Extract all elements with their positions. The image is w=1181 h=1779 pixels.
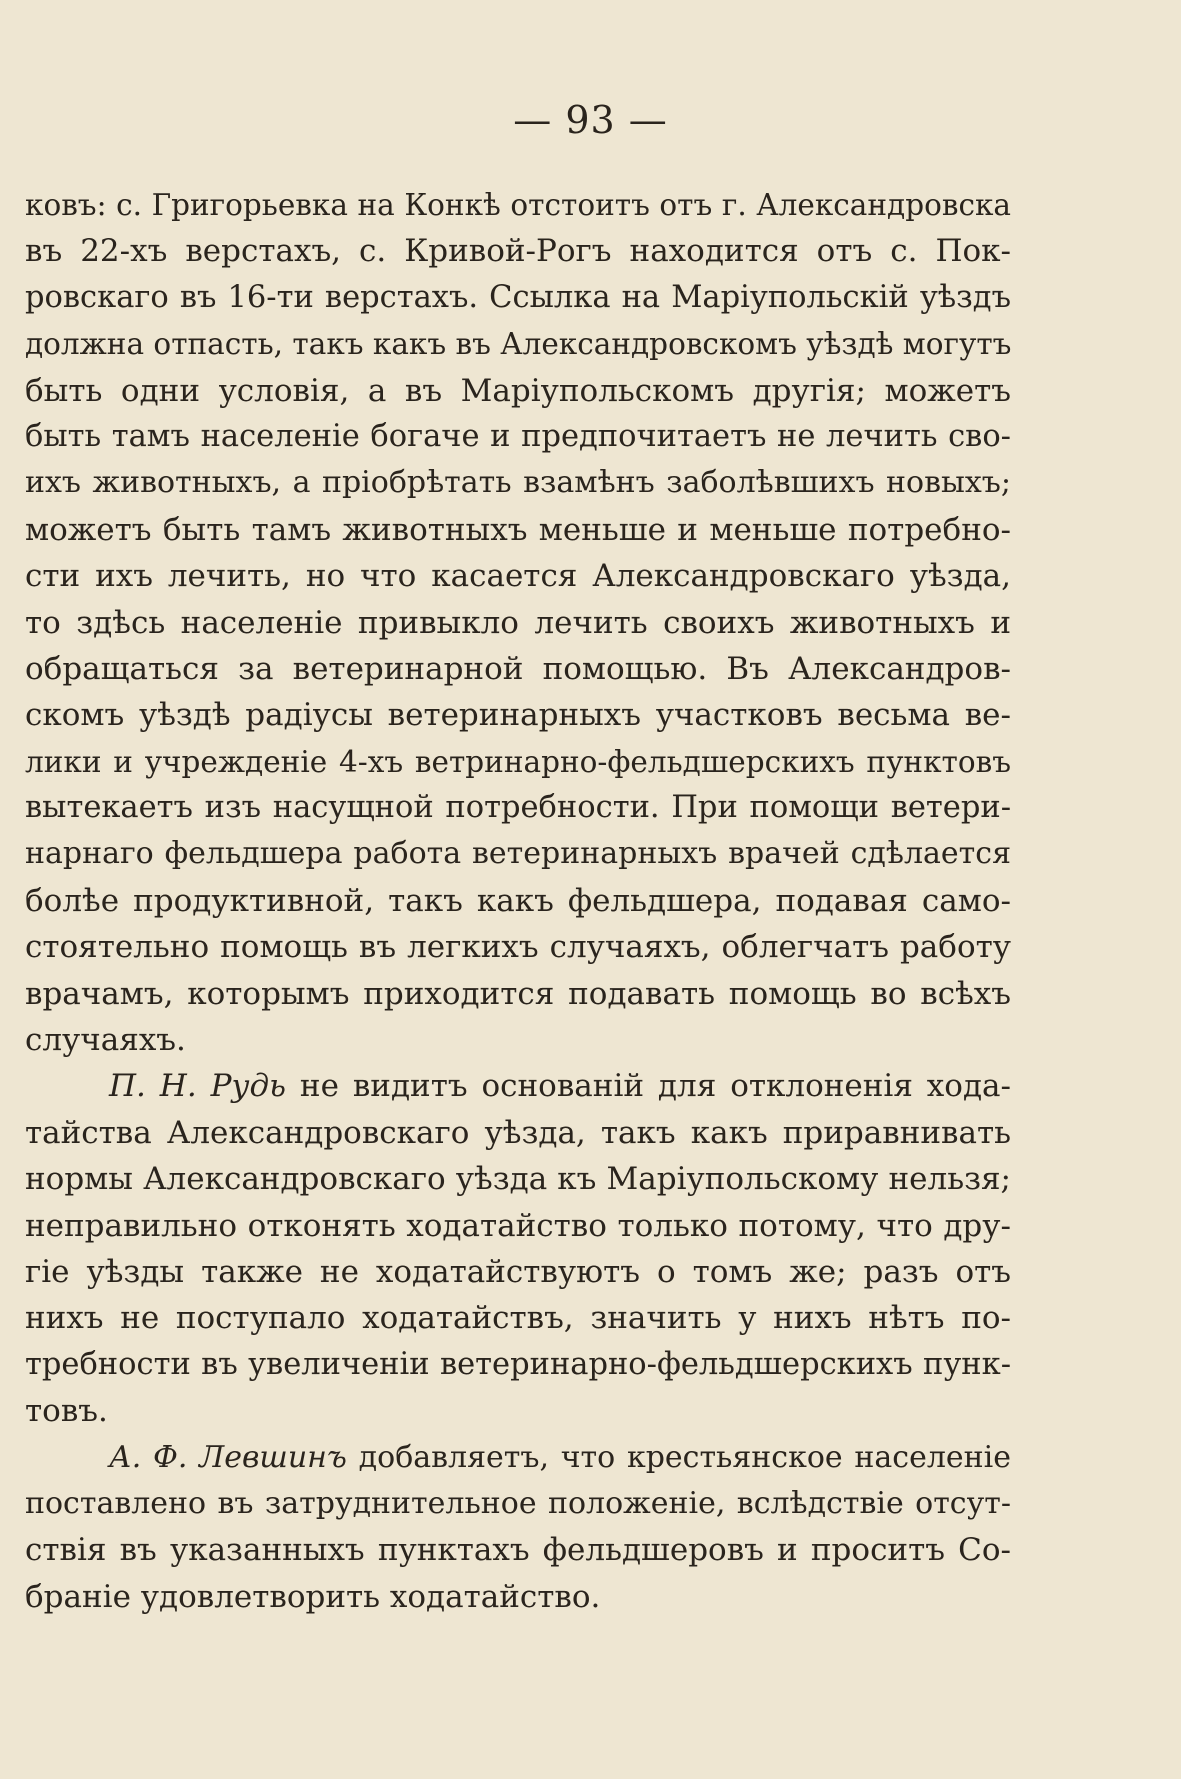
text-line: ихъ животныхъ, а пріобрѣтать взамѣнъ заболѣвшихъ новыхъ;	[25, 465, 1011, 501]
speaker-name: П. Н. Рудь	[109, 1068, 286, 1105]
text-line: стоятельно помощь въ легкихъ случаяхъ, облегчатъ работу	[25, 929, 1011, 966]
paragraph-first-line	[25, 1435, 1011, 1481]
text-line: можетъ быть тамъ животныхъ меньше и меньше потребно-	[25, 511, 1011, 548]
text-line: ровскаго въ 16-ти верстахъ. Ссылка на Маріупольскій уѣздъ	[25, 279, 1011, 315]
text-line: должна отпасть, такъ какъ въ Александровскомъ уѣздѣ могутъ	[25, 327, 1011, 362]
text-line: тайства Александровскаго уѣзда, такъ какъ приравнивать	[25, 1114, 1011, 1151]
text-line: ствія въ указанныхъ пунктахъ фельдшеровъ и проситъ Со-	[25, 1532, 1011, 1569]
text-line: то здѣсь населеніе привыкло лечить своихъ животныхъ и	[25, 604, 1011, 641]
text-line: быть одни условія, а въ Маріупольскомъ другія; можетъ	[25, 372, 1011, 409]
text-line: врачамъ, которымъ приходится подавать помощь во всѣхъ	[25, 975, 1011, 1012]
text-fragment: не видитъ основаній для отклоненія хода-	[299, 1068, 1011, 1105]
body-text	[25, 182, 1011, 1620]
text-line: товъ.	[25, 1393, 108, 1430]
text-line: неправильно отконять ходатайство только потому, что дру-	[25, 1207, 1011, 1244]
text-line: браніе удовлетворить ходатайство.	[25, 1578, 601, 1615]
text-fragment: добавляетъ, что крестьянское населеніе	[358, 1439, 1011, 1475]
speaker-name: А. Ф. Левшинъ	[109, 1439, 347, 1475]
text-line: нормы Александровскаго уѣзда къ Маріупольскому нельзя;	[25, 1161, 1011, 1198]
paragraph-first-line	[25, 1063, 1011, 1109]
text-line: требности въ увеличеніи ветеринарно-фельдшерскихъ пунк-	[25, 1346, 1011, 1382]
text-line: нихъ не поступало ходатайствъ, значить у нихъ нѣтъ по-	[25, 1300, 1011, 1337]
text-line: сти ихъ лечить, но что касается Александровскаго уѣзда,	[25, 558, 1011, 595]
text-line: въ 22-хъ верстахъ, с. Кривой-Рогъ находится отъ с. Пок-	[25, 233, 1011, 270]
text-line: лики и учрежденіе 4-хъ ветринарно-фельдшерскихъ пунктовъ	[25, 744, 1011, 779]
page-number: — 93 —	[513, 98, 668, 142]
text-line: болѣе продуктивной, такъ какъ фельдшера, подавая само-	[25, 882, 1011, 919]
text-line: быть тамъ населеніе богаче и предпочитаетъ не лечить сво-	[25, 418, 1011, 454]
text-line: скомъ уѣздѣ радіусы ветеринарныхъ участковъ весьма ве-	[25, 697, 1011, 734]
text-line: случаяхъ.	[25, 1022, 186, 1059]
text-line: нарнаго фельдшера работа ветеринарныхъ врачей сдѣлается	[25, 836, 1011, 872]
text-line: обращаться за ветеринарной помощью. Въ Александров-	[25, 650, 1011, 687]
text-line: вытекаетъ изъ насущной потребности. При помощи ветери-	[25, 790, 1011, 826]
text-line: поставлено въ затруднительное положеніе, вслѣдствіе отсут-	[25, 1485, 1011, 1521]
text-line: гіе уѣзды также не ходатайствуютъ о томъ же; разъ отъ	[25, 1253, 1011, 1290]
text-line: ковъ: с. Григорьевка на Конкѣ отстоитъ отъ г. Александровска	[25, 188, 1011, 222]
